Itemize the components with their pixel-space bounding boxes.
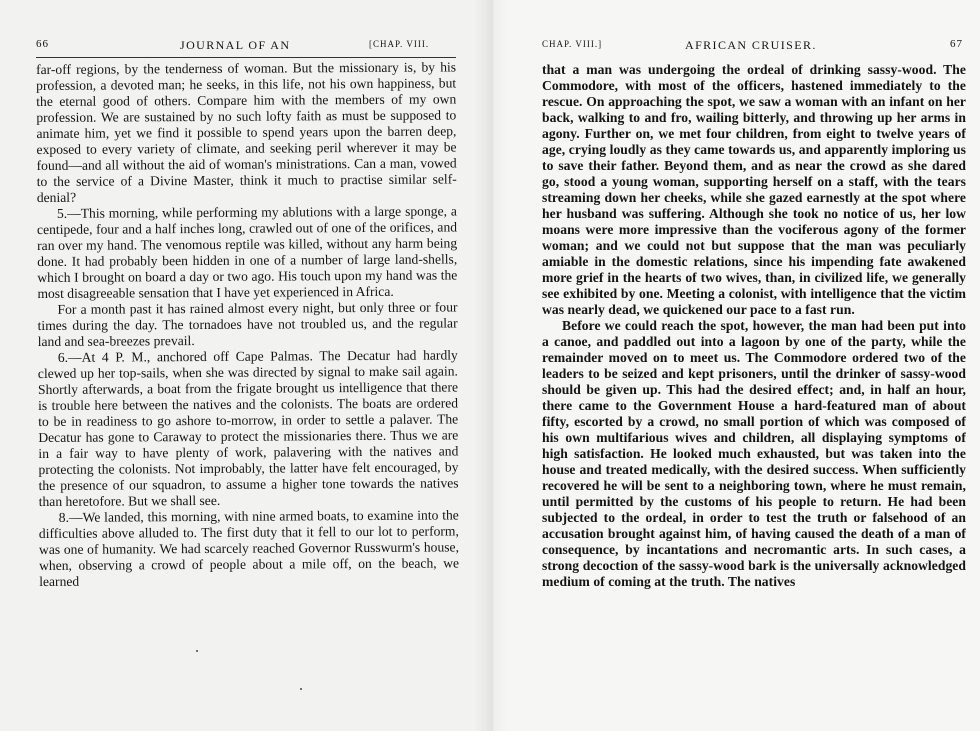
header-rule [36,57,456,58]
running-title: AFRICAN CRUISER. [685,38,817,52]
page-number: 67 [950,38,963,50]
paragraph: 5.—This morning, while performing my ablutions with a large sponge, a centipede, four and a half inches long, crawled out of one of the orifices, and ran over my hand. The venomous reptile was killed, without any harm being done. It had probably been hidden in one of a number of large land-shells, which I brought on board a day or two ago. His touch upon my hand was the most disagreeable sensation that I have yet experienced in Africa. [36,203,458,301]
right-page-body [542,62,966,590]
book-gutter [474,0,508,731]
right-page [490,0,980,731]
paragraph: For a month past it has rained almost every night, but only three or four times during the day. The tornadoes have not troubled us, and the regular land and sea-breezes prevail. [37,299,458,349]
chapter-label: [CHAP. VIII. [369,39,430,49]
chapter-label: CHAP. VIII.] [542,39,603,49]
paragraph: that a man was undergoing the ordeal of drinking sassy-wood. The Commodore, with most of the officers, hastened immediately to the rescue. On approaching the spot, we saw a woman with an infant on her back, walking to and fro, wailing bitterly, and throwing up her arms in agony. Further on, we met four children, from eight to twelve years of age, crying loudly as they came towards us, and apparently imploring us to save their father. Beyond them, and as near the crowd as she dared go, stood a young woman, supporting herself on a staff, with the tears streaming down her cheeks, while she gazed earnestly at the spot where her husband was suffering. Although she took no notice of us, her low moans were more impressive than the vociferous agony of the former woman; and we could not but suppose that the man was peculiarly amiable in the domestic relations, since his impending fate awakened more grief in the hearts of two wives, than, in civilized life, we generally see exhibited by one. Meeting a colonist, with intelligence that the victim was nearly dead, we quickened our pace to a fast run. [542,62,966,317]
page-number: 66 [36,38,49,50]
paragraph: 6.—At 4 P. M., anchored off Cape Palmas. The Decatur had hardly clewed up her top-sails, when she was directed by signal to make sail again. Shortly afterwards, a boat from the frigate brought us intelligence that there is trouble here between the natives and the colonists. The boats are ordered to be in readiness to go ashore to-morrow, in order to settle a palaver. The Decatur has gone to Caraway to protect the missionaries there. Thus we are in a fair way to have plenty of work, palavering with the natives and protecting the colonists. Not improbably, the latter have felt encouraged, by the presence of our squadron, to assume a higher tone towards the natives than heretofore. But we shall see. [37,347,459,509]
left-page-body [36,59,459,590]
left-page-header [36,38,456,54]
right-page-header [542,38,966,54]
paragraph: far-off regions, by the tenderness of woman. But the missionary is, by his profession, a devoted man; he seeks, in this life, not his own happiness, but the eternal good of others. Compare him with the members of my own profession. We are sustained by no such lofty faith as must be supposed to animate him, yet we find it possible to spend years upon the barren deep, exposed to every variety of climate, and seeking peril wherever it may be found—and all without the aid of woman's ministrations. Can a man, vowed to the service of a Divine Master, think it much to practise similar self-denial? [36,59,457,205]
running-title: JOURNAL OF AN [180,38,291,52]
paragraph: Before we could reach the spot, however, the man had been put into a canoe, and paddled out into a lagoon by one of the party, while the remainder moved on to meet us. The Commodore ordered two of the leaders to be seized and kept prisoners, until the drinker of sassy-wood should be given up. This had the desired effect; and, in half an hour, there came to the Government House a hard-featured man of about fifty, escorted by a crowd, no small portion of which was composed of his own multifarious wives and children, all displaying symptoms of high satisfaction. He looked much exhausted, but was taken into the house and treated medically, with the desired success. When sufficiently recovered he will be sent to a neighboring town, where he must remain, until permitted by the customs of his people to return. He had been subjected to the ordeal, in order to test the truth or falsehood of an accusation brought against him, of having caused the death of a man of consequence, by incantations and necromantic arts. In such cases, a strong decoction of the sassy-wood bark is the universally acknowledged medium of coming at the truth. The natives [542,318,966,589]
paragraph: 8.—We landed, this morning, with nine armed boats, to examine into the difficulties above alluded to. The first duty that it fell to our lot to perform, was one of humanity. We had scarcely reached Governor Russwurm's house, when, observing a crowd of people about a mile off, on the beach, we learned [38,507,460,589]
speck [196,650,198,652]
speck [300,688,302,690]
